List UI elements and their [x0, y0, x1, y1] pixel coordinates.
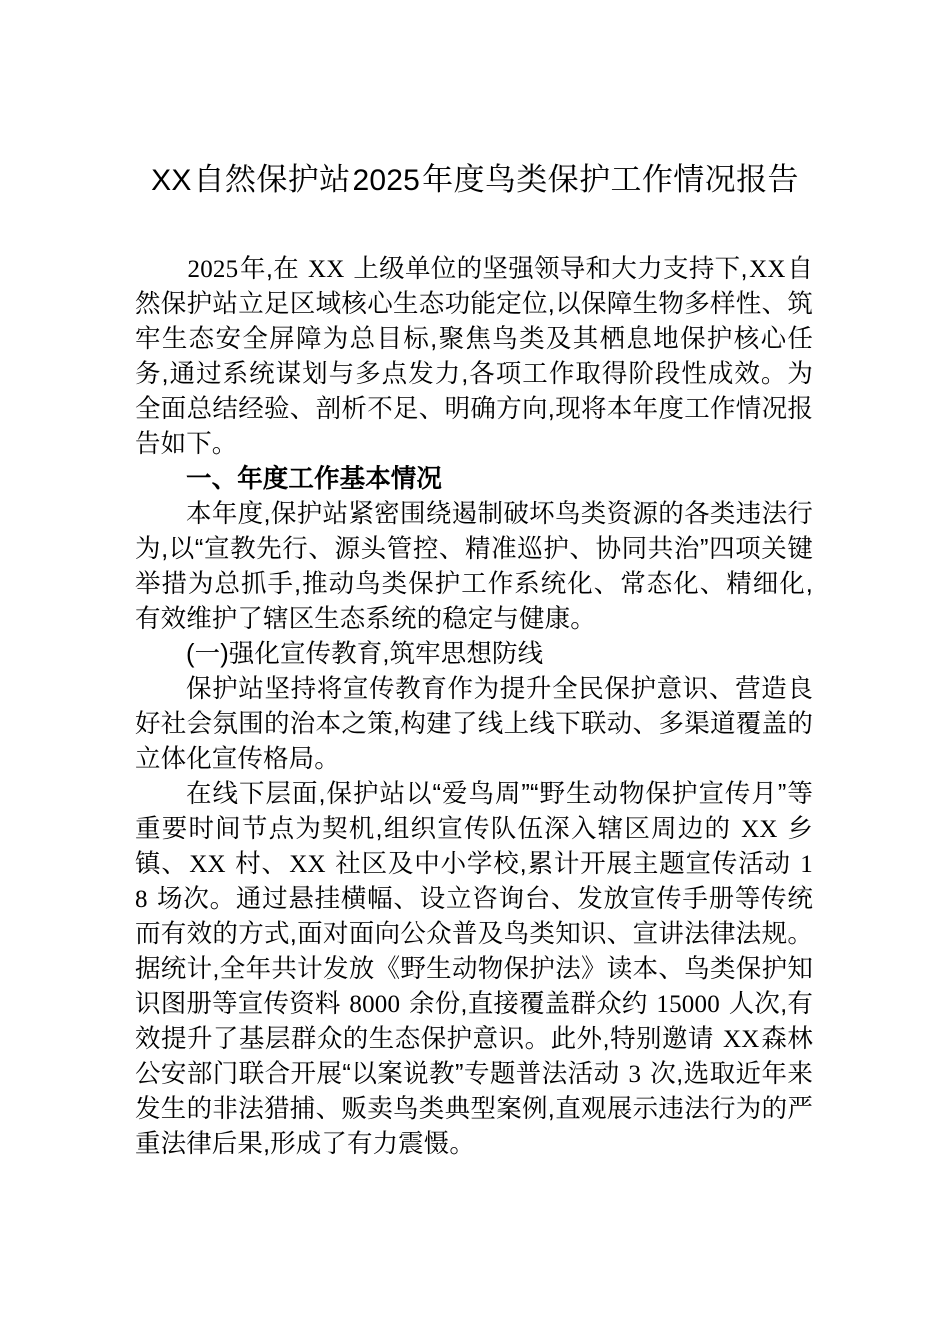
title-latin-year: 2025 — [352, 164, 421, 197]
document-title — [135, 0, 813, 205]
page-content-area — [135, 0, 813, 1162]
subsection-1-paragraph-2: 在线下层面,保护站以“爱鸟周”“野生动物保护宣传月”等重要时间节点为契机,组织宣传队伍深入辖区周边的 XX 乡镇、XX 村、XX 社区及中小学校,累计开展主题宣传活动 18 场次。通过悬挂横幅、设立咨询台、发放宣传手册等传统而有效的方式,面对面向公众普及鸟类知识、宣讲法律法规。据统计,全年共计发放《野生动物保护法》读本、鸟类保护知识图册等宣传资料 8000 余份,直接覆盖群众约 15000 人次,有效提升了基层群众的生态保护意识。此外,特别邀请 XX森林公安部门联合开展“以案说教”专题普法活动 3 次,选取近年来发生的非法猎捕、贩卖鸟类典型案例,直观展示违法行为的严重法律后果,形成了有力震慑。 — [135, 779, 813, 1158]
title-segment-1: 自然保护站 — [193, 162, 351, 197]
section-1-paragraph: 本年度,保护站紧密围绕遏制破坏鸟类资源的各类违法行为,以“宣教先行、源头管控、精准巡护、协同共治”四项关键举措为总抓手,推动鸟类保护工作系统化、常态化、精细化,有效维护了辖区生态系统的稳定与健康。 — [135, 499, 813, 633]
section-1-heading: 一、年度工作基本情况 — [186, 464, 443, 493]
title-latin-xx: XX — [151, 164, 192, 197]
subsection-1-paragraph-1: 保护站坚持将宣传教育作为提升全民保护意识、营造良好社会氛围的治本之策,构建了线上线下联动、多渠道覆盖的立体化宣传格局。 — [135, 674, 813, 773]
title-segment-2: 年度鸟类保护工作情况报告 — [422, 162, 799, 197]
intro-paragraph: 2025年,在 XX 上级单位的坚强领导和大力支持下,XX自然保护站立足区域核心生态功能定位,以保障生物多样性、筑牢生态安全屏障为总目标,聚焦鸟类及其栖息地保护核心任务,通过系统谋划与多点发力,各项工作取得阶段性成效。为全面总结经验、剖析不足、明确方向,现将本年度工作情况报告如下。 — [135, 254, 813, 458]
subsection-1-heading: (一)强化宣传教育,筑牢思想防线 — [186, 639, 544, 668]
